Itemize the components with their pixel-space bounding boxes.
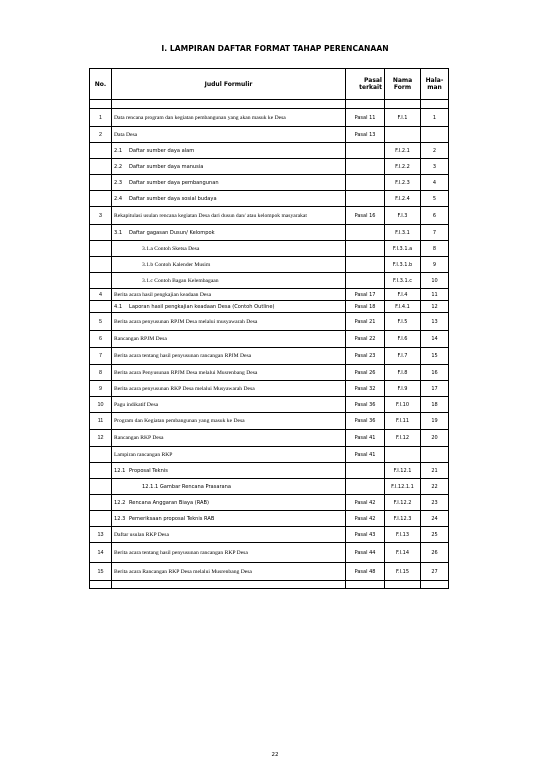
row-halaman: 13 bbox=[421, 313, 449, 331]
row-title: Berita acara hasil pengkajian keadaan Desa bbox=[114, 291, 212, 298]
row-form: F.I.14 bbox=[385, 543, 421, 563]
row-subnumber: 4.1 bbox=[114, 303, 123, 310]
row-halaman: 15 bbox=[421, 348, 449, 365]
row-no: 9 bbox=[90, 381, 112, 397]
row-form: F.I.11 bbox=[385, 413, 421, 430]
row-halaman: 23 bbox=[421, 495, 449, 511]
row-halaman: 1 bbox=[421, 109, 449, 127]
table-row bbox=[90, 257, 449, 273]
row-no bbox=[90, 241, 112, 257]
row-no: 5 bbox=[90, 313, 112, 331]
table-row bbox=[90, 159, 449, 175]
table-row bbox=[90, 430, 449, 447]
row-subnumber: 3.1 bbox=[114, 229, 123, 236]
row-no: 2 bbox=[90, 127, 112, 143]
row-halaman: 7 bbox=[421, 225, 449, 241]
row-halaman: 12 bbox=[421, 301, 449, 313]
table-row bbox=[90, 191, 449, 207]
row-title: Berita acara tentang hasil penyusunan rancangan RPJM Desa bbox=[114, 353, 252, 359]
page-title: I. LAMPIRAN DAFTAR FORMAT TAHAP PERENCANAAN bbox=[161, 44, 389, 53]
page-number: 22 bbox=[271, 752, 279, 758]
row-form: F.I.1 bbox=[385, 109, 421, 127]
row-judul bbox=[112, 365, 346, 381]
row-title: Pemeriksaan proposal Teknis RAB bbox=[129, 515, 215, 522]
row-halaman: 16 bbox=[421, 365, 449, 381]
row-pasal: Pasal 41 bbox=[346, 430, 385, 447]
row-no bbox=[90, 301, 112, 313]
row-form: F.I.3.1.a bbox=[385, 241, 421, 257]
row-title: Daftar sumber daya pembangunan bbox=[129, 179, 219, 186]
table-row bbox=[90, 225, 449, 241]
row-title: Proposal Teknis bbox=[129, 467, 168, 474]
row-pasal: Pasal 32 bbox=[346, 381, 385, 397]
row-halaman: 18 bbox=[421, 397, 449, 413]
row-pasal bbox=[346, 191, 385, 207]
row-no bbox=[90, 257, 112, 273]
row-form: F.I.12.1 bbox=[385, 463, 421, 479]
row-judul bbox=[112, 225, 346, 241]
table-row bbox=[90, 511, 449, 527]
row-form: F.I.12.3 bbox=[385, 511, 421, 527]
row-pasal: Pasal 42 bbox=[346, 511, 385, 527]
header-nama: Nama Form bbox=[385, 69, 421, 100]
row-pasal: Pasal 13 bbox=[346, 127, 385, 143]
row-judul bbox=[112, 447, 346, 463]
table-row bbox=[90, 495, 449, 511]
row-judul bbox=[112, 143, 346, 159]
row-no: 10 bbox=[90, 397, 112, 413]
row-judul bbox=[112, 159, 346, 175]
row-title: Rancangan RPJM Desa bbox=[114, 336, 167, 342]
row-subnumber: 2.1 bbox=[114, 147, 123, 154]
row-pasal bbox=[346, 143, 385, 159]
row-no: 8 bbox=[90, 365, 112, 381]
row-no bbox=[90, 175, 112, 191]
row-halaman: 8 bbox=[421, 241, 449, 257]
row-pasal bbox=[346, 257, 385, 273]
row-no bbox=[90, 511, 112, 527]
row-no: 11 bbox=[90, 413, 112, 430]
row-title: Berita acara Penyusunan RPJM Desa melalui Musrenbang Desa bbox=[114, 369, 258, 376]
table-row bbox=[90, 109, 449, 127]
table-row bbox=[90, 143, 449, 159]
spacer-row bbox=[90, 100, 449, 109]
table-row bbox=[90, 331, 449, 348]
row-no bbox=[90, 495, 112, 511]
row-pasal bbox=[346, 175, 385, 191]
row-halaman: 21 bbox=[421, 463, 449, 479]
row-form: F.I.10 bbox=[385, 397, 421, 413]
table-row bbox=[90, 563, 449, 581]
row-form: F.I.8 bbox=[385, 365, 421, 381]
row-judul bbox=[112, 348, 346, 365]
row-title: Daftar sumber daya sosial budaya bbox=[129, 195, 217, 202]
row-form: F.I.3.1 bbox=[385, 225, 421, 241]
row-title: Berita acara penyusunan RKP Desa melalui Musyawarah Desa bbox=[114, 385, 255, 392]
header-judul: Judul Formulir bbox=[112, 69, 346, 100]
row-title: 3.1.b Contoh Kalender Musim bbox=[142, 261, 211, 268]
table-row bbox=[90, 463, 449, 479]
table-row bbox=[90, 527, 449, 543]
row-title: 3.1.a Contoh Sketsa Desa bbox=[142, 245, 200, 252]
row-pasal bbox=[346, 479, 385, 495]
row-halaman: 14 bbox=[421, 331, 449, 348]
row-pasal: Pasal 11 bbox=[346, 109, 385, 127]
row-judul bbox=[112, 397, 346, 413]
row-pasal: Pasal 26 bbox=[346, 365, 385, 381]
row-form: F.I.2.1 bbox=[385, 143, 421, 159]
row-halaman: 3 bbox=[421, 159, 449, 175]
row-judul bbox=[112, 413, 346, 430]
row-subnumber: 2.3 bbox=[114, 179, 123, 186]
row-title: Daftar sumber daya alam bbox=[129, 147, 195, 154]
row-judul bbox=[112, 241, 346, 257]
format-table bbox=[89, 68, 449, 589]
row-pasal: Pasal 18 bbox=[346, 301, 385, 313]
row-form: F.I.7 bbox=[385, 348, 421, 365]
row-pasal: Pasal 21 bbox=[346, 313, 385, 331]
row-form: F.I.4.1 bbox=[385, 301, 421, 313]
row-pasal bbox=[346, 225, 385, 241]
table-row bbox=[90, 447, 449, 463]
row-halaman: 26 bbox=[421, 543, 449, 563]
row-judul bbox=[112, 511, 346, 527]
row-halaman: 11 bbox=[421, 289, 449, 301]
row-halaman: 20 bbox=[421, 430, 449, 447]
row-subnumber: 12.1 bbox=[114, 467, 126, 474]
row-no bbox=[90, 479, 112, 495]
row-halaman: 10 bbox=[421, 273, 449, 289]
row-judul bbox=[112, 109, 346, 127]
row-form: F.I.5 bbox=[385, 313, 421, 331]
row-halaman: 19 bbox=[421, 413, 449, 430]
header-pasal: Pasal terkait bbox=[346, 69, 385, 100]
row-subnumber: 12.3 bbox=[114, 515, 126, 522]
row-halaman: 2 bbox=[421, 143, 449, 159]
row-title: Daftar sumber daya manusia bbox=[129, 163, 204, 170]
row-no: 15 bbox=[90, 563, 112, 581]
row-no bbox=[90, 273, 112, 289]
row-halaman: 25 bbox=[421, 527, 449, 543]
row-judul bbox=[112, 430, 346, 447]
table-row bbox=[90, 301, 449, 313]
row-title: Rancangan RKP Desa bbox=[114, 435, 164, 441]
table-row bbox=[90, 381, 449, 397]
table-row bbox=[90, 273, 449, 289]
row-pasal: Pasal 23 bbox=[346, 348, 385, 365]
row-pasal bbox=[346, 159, 385, 175]
row-title: Laporan hasil pengkajian keadaan Desa (Contoh Outline) bbox=[129, 303, 275, 310]
row-judul bbox=[112, 289, 346, 301]
row-halaman: 9 bbox=[421, 257, 449, 273]
table-row bbox=[90, 397, 449, 413]
row-title: Rekapitulasi usulan rencana kegiatan Desa dari dusun dan/ atau kelompok masyarakat bbox=[114, 212, 307, 219]
row-no bbox=[90, 143, 112, 159]
row-judul bbox=[112, 543, 346, 563]
row-judul bbox=[112, 191, 346, 207]
row-subnumber: 2.4 bbox=[114, 195, 123, 202]
row-no bbox=[90, 463, 112, 479]
table-header-row bbox=[90, 69, 449, 100]
row-judul bbox=[112, 527, 346, 543]
row-title: Berita acara penyusunan RPJM Desa melalui musyawarah Desa bbox=[114, 318, 258, 325]
row-form: F.I.4 bbox=[385, 289, 421, 301]
row-pasal: Pasal 44 bbox=[346, 543, 385, 563]
row-form: F.I.3.1.c bbox=[385, 273, 421, 289]
table-row bbox=[90, 348, 449, 365]
row-no bbox=[90, 225, 112, 241]
row-title: Data rencana program dan kegiatan pembangunan yang akan masuk ke Desa bbox=[114, 114, 286, 121]
row-form bbox=[385, 127, 421, 143]
row-no: 3 bbox=[90, 207, 112, 225]
table-row bbox=[90, 127, 449, 143]
row-title: Lampiran rancangan RKP bbox=[114, 451, 173, 458]
row-judul bbox=[112, 495, 346, 511]
row-form: F.I.6 bbox=[385, 331, 421, 348]
row-halaman bbox=[421, 127, 449, 143]
row-no bbox=[90, 191, 112, 207]
row-form: F.I.2.3 bbox=[385, 175, 421, 191]
row-halaman: 22 bbox=[421, 479, 449, 495]
row-title: 12.1.1 Gambar Rencana Prasarana bbox=[142, 483, 232, 490]
table-row bbox=[90, 241, 449, 257]
row-no: 14 bbox=[90, 543, 112, 563]
row-judul bbox=[112, 381, 346, 397]
row-pasal bbox=[346, 273, 385, 289]
row-subnumber: 2.2 bbox=[114, 163, 123, 170]
row-title: Program dan Kegiatan pembangunan yang masuk ke Desa bbox=[114, 418, 245, 424]
row-pasal: Pasal 43 bbox=[346, 527, 385, 543]
row-form: F.I.2.4 bbox=[385, 191, 421, 207]
table-row bbox=[90, 289, 449, 301]
row-form: F.I.12 bbox=[385, 430, 421, 447]
row-no bbox=[90, 447, 112, 463]
row-title: Berita acara Rancangan RKP Desa melalui Musrenbang Desa bbox=[114, 568, 252, 575]
table-row bbox=[90, 175, 449, 191]
row-pasal: Pasal 16 bbox=[346, 207, 385, 225]
row-title: 3.1.c Contoh Bagan Kelembagaan bbox=[142, 277, 219, 284]
row-title: Daftar usulan RKP Desa bbox=[114, 531, 169, 538]
row-halaman: 4 bbox=[421, 175, 449, 191]
row-form: F.I.15 bbox=[385, 563, 421, 581]
row-form: F.I.9 bbox=[385, 381, 421, 397]
table-row bbox=[90, 413, 449, 430]
row-judul bbox=[112, 257, 346, 273]
row-no bbox=[90, 159, 112, 175]
row-pasal bbox=[346, 241, 385, 257]
row-judul bbox=[112, 313, 346, 331]
row-halaman: 5 bbox=[421, 191, 449, 207]
table-row bbox=[90, 207, 449, 225]
row-form: F.I.12.1.1 bbox=[385, 479, 421, 495]
row-pasal: Pasal 36 bbox=[346, 397, 385, 413]
spacer-row bbox=[90, 581, 449, 589]
table-row bbox=[90, 365, 449, 381]
row-title: Rencana Anggaran Biaya (RAB) bbox=[129, 499, 209, 506]
table-row bbox=[90, 543, 449, 563]
row-no: 4 bbox=[90, 289, 112, 301]
row-pasal: Pasal 48 bbox=[346, 563, 385, 581]
row-no: 6 bbox=[90, 331, 112, 348]
row-no: 1 bbox=[90, 109, 112, 127]
row-no: 7 bbox=[90, 348, 112, 365]
row-no: 13 bbox=[90, 527, 112, 543]
row-form: F.I.3.1.b bbox=[385, 257, 421, 273]
row-judul bbox=[112, 127, 346, 143]
row-form: F.I.3 bbox=[385, 207, 421, 225]
row-title: Pagu indikatif Desa bbox=[114, 401, 159, 408]
header-no: No. bbox=[90, 69, 112, 100]
row-title: Berita acara tentang hasil penyusunan rancangan RKP Desa bbox=[114, 549, 248, 556]
row-halaman: 17 bbox=[421, 381, 449, 397]
row-halaman bbox=[421, 447, 449, 463]
row-judul bbox=[112, 175, 346, 191]
row-pasal: Pasal 41 bbox=[346, 447, 385, 463]
row-pasal: Pasal 17 bbox=[346, 289, 385, 301]
row-judul bbox=[112, 563, 346, 581]
row-pasal: Pasal 22 bbox=[346, 331, 385, 348]
row-pasal: Pasal 42 bbox=[346, 495, 385, 511]
row-halaman: 24 bbox=[421, 511, 449, 527]
row-judul bbox=[112, 273, 346, 289]
row-judul bbox=[112, 207, 346, 225]
row-halaman: 6 bbox=[421, 207, 449, 225]
row-form bbox=[385, 447, 421, 463]
row-title: Data Desa bbox=[114, 131, 138, 138]
row-pasal bbox=[346, 463, 385, 479]
row-judul bbox=[112, 331, 346, 348]
row-no: 12 bbox=[90, 430, 112, 447]
table-row bbox=[90, 479, 449, 495]
row-pasal: Pasal 36 bbox=[346, 413, 385, 430]
row-judul bbox=[112, 479, 346, 495]
row-subnumber: 12.2 bbox=[114, 499, 126, 506]
row-judul bbox=[112, 463, 346, 479]
row-title: Daftar gagasan Dusun/ Kelompok bbox=[129, 229, 215, 236]
row-judul bbox=[112, 301, 346, 313]
table-row bbox=[90, 313, 449, 331]
row-halaman: 27 bbox=[421, 563, 449, 581]
row-form: F.I.12.2 bbox=[385, 495, 421, 511]
row-form: F.I.2.2 bbox=[385, 159, 421, 175]
row-form: F.I.13 bbox=[385, 527, 421, 543]
header-hal: Hala- man bbox=[421, 69, 449, 100]
